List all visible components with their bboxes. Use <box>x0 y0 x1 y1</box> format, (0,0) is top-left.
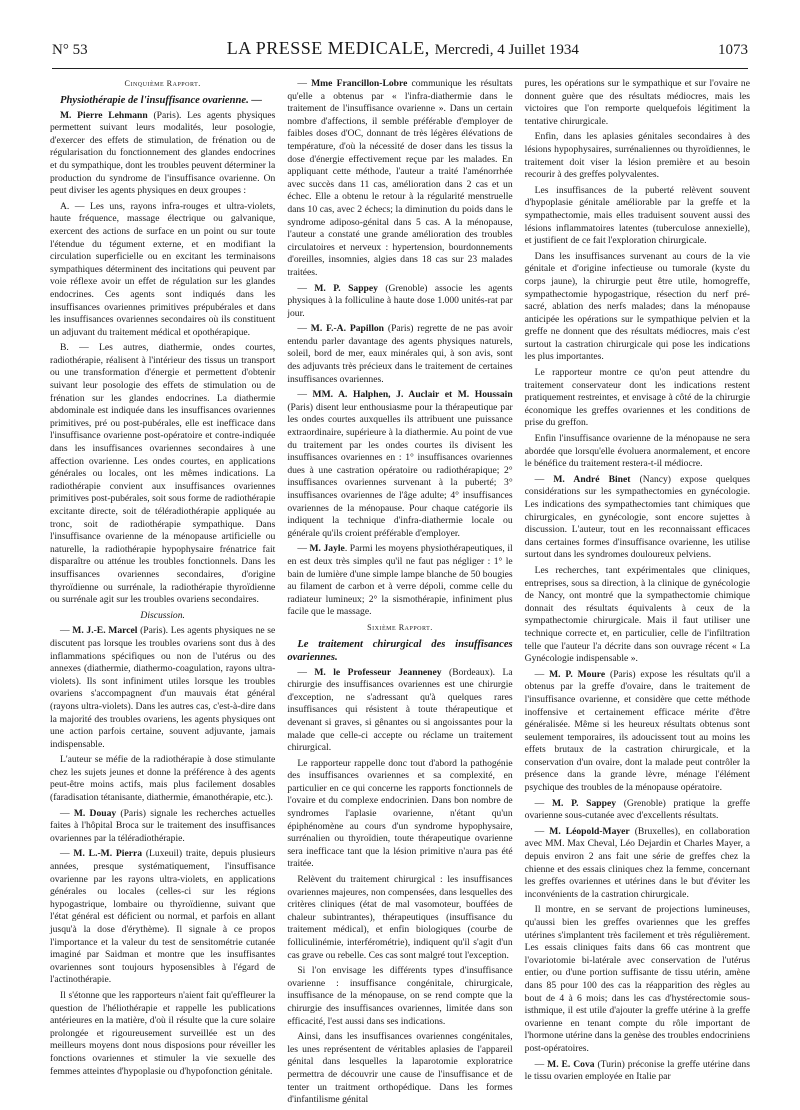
paragraph: — M. F.-A. Papillon (Paris) regrette de ne pas avoir entendu parler davantage des agents physiques naturels, soleil, bord de mer, eaux minérales qui, à son avis, sont des adjuvants très précieux dans le traitement de certaines insuffisances ovariennes. <box>287 323 513 385</box>
paragraph: — M. Jayle. Parmi les moyens physiothérapeutiques, il en est deux très simples qu'il ne faut pas négliger : 1° le bain de lumière d'une simple lampe blanche de 50 bougies au filament de carbon et à verre dépoli, comme celle du radiateur lumineux; 2° la sismothérapie, infiniment plus facile que le massage. <box>287 543 513 618</box>
author-name: M. E. Cova <box>547 1058 595 1070</box>
paragraph-text: (Paris) regrette de ne pas avoir entendu parler davantage des agents physiques naturels, soleil, bord de mer, eaux minérales qui, à son avis, sont des adjuvants très précieux dans le traitement de certaines insuffisances ovariennes. <box>287 323 513 385</box>
paragraph-text: (Paris). Les agents physiques ne se discutent pas lorsque les troubles ovariens sont dus à des inflammations spécifiques ou non de l'utérus ou des annexes (diathermie, diathermo-coagulation, rayons ultra-violets). Ils sont infiniment utiles lorsque les troubles ovariens s'accompagnent d'un mauvais état général (rayons ultra-violets). Dans les autres cas, c'est-à-dire dans la majorité des troubles ovariens, les agents physiques ont une action parfois certaine, souvent adjuvante, jamais indispensable. <box>50 625 276 750</box>
paragraph: — M. P. Sappey (Grenoble) pratique la greffe ovarienne sous-cutanée avec d'excellents résultats. <box>524 797 750 822</box>
author-name: M. Douay <box>73 807 117 819</box>
column-1 <box>50 78 275 1110</box>
paragraph-text: communique les résultats qu'elle a obtenus par « l'infra-diathermie dans le traitement de l'insuffisance ovarienne ». Dans un certain nombre d'affections, il semble préférable d'employer de faibles doses d'OC, donnant de très légères élévations de température, d'où la nécessité de doser dans les tissus la dose d'énergie effectivement reçue par les malades. En appliquant cette méthode, l'auteur a traité l'aménorrhée avec succès dans 11 cas, amélioration dans 2 cas et un échec. Elle a obtenu le retour à la régularité menstruelle dans 10 cas, avec 2 échecs; la diminution du poids dans le syndrome adiposo-génital dans 5 cas. A la ménopause, l'auteur a constaté une grande amélioration des troubles circulatoires et nerveux : hypertension, bourdonnements d'oreilles, insomnies, algies dans 18 cas sur 23 malades traitées. <box>287 78 513 278</box>
paragraph: Le rapporteur montre ce qu'on peut attendre du traitement conservateur dont les indications restent pratiquement restreintes, et envisage à côté de la chirurgie économique les greffes ovariennes et les conditions de prise du greffon. <box>524 367 750 429</box>
paragraph-text: (Grenoble) pratique la greffe ovarienne sous-cutanée avec d'excellents résultats. <box>524 797 750 822</box>
paragraph-text: (Paris) signale les recherches actuelles faites à l'hôpital Broca sur le traitement des insuffisances ovariennes par la téléradiothérapie. <box>50 807 276 844</box>
paragraph: — MM. A. Halphen, J. Auclair et M. Houssain (Paris) disent leur enthousiasme pour la thérapeutique par les ondes courtes auxquelles ils attribuent une puissance extraordinaire, supérieure à la diathermie. Au point de vue du traitement par les ondes courtes ils divisent les insuffisances ovariennes en : 1° insuffisances ovariennes dues à une castration opératoire ou radiothérapique; 2° insuffisances ovariennes survenant à la puberté; 3° insuffisances ovariennes de l'âge adulte; 4° insuffisances ovariennes de la ménopause. Pour chaque catégorie ils indiquent la technique d'infra-diathermie locale ou générale qu'ils croient préférable d'employer. <box>287 389 513 539</box>
journal-title <box>227 38 579 59</box>
section-heading: Cinquième Rapport. <box>124 79 201 88</box>
paragraph: Dans les insuffisances survenant au cours de la vie génitale et d'origine infectieuse ou tumorale (kyste du corps jaune), la chirurgie peut être utile, homogreffe, sympathectomie hypogastrique, résection du nerf pré-sacré, ablation des nerfs malades; dans la ménopause anticipée les opérations sur le sympathique pelvien et la greffe ne donnent que des résultats médiocres, mais c'est surtout la castration chirurgicale qui pose les indications les plus importantes. <box>524 250 750 363</box>
paragraph-text: (Grenoble) associe les agents physiques à la folliculine à haute dose 1.000 unités-rat par jour. <box>287 282 513 319</box>
author-name: Mme Francillon-Lobre <box>311 78 408 89</box>
paragraph: Les insuffisances de la puberté relèvent souvent d'hypoplasie génitale améliorable par la greffe et la sympathectomie, mais elles traduisent souvent aussi des lésions inflammatoires latentes (tuberculose annexielle), et justifient de ce fait l'exploration chirurgicale. <box>524 184 750 247</box>
paragraph: — M. J.-E. Marcel (Paris). Les agents physiques ne se discutent pas lorsque les troubles ovariens sont dus à des inflammations spécifiques ou non de l'utérus ou des annexes (diathermie, diathermo-coagulation, rayons ultra-violets). Ils sont infiniment utiles lorsque les troubles ovariens s'accompagnent d'un mauvais état général (rayons ultra-violets). Dans les autres cas, c'est-à-dire dans la majorité des troubles ovariens, les agents physiques ont une action parfois certaine, souvent adjuvante, jamais indispensable. <box>50 625 276 750</box>
paragraph-text: (Turin) préconise la greffe utérine dans le tissu ovarien employée en Italie par <box>524 1058 750 1083</box>
author-name: M. L.-M. Pierra <box>73 848 143 860</box>
author-name: M. P. Moure <box>549 668 606 680</box>
paragraph: B. — Les autres, diathermie, ondes courtes, radiothérapie, réalisent à l'intérieur des tissus un transport ou une transformation d'énergie et permettent d'obtenir suivant leur posologie des effets de stimulation ou de frénation sur les glandes endocrines. La diathermie abdominale est indiquée dans les insuffisances ovariennes primitives, pré ou post-pubérales, elle est inefficace dans l'insuffisance ovarienne post-opératoire et contre-indiquée dans les insuffisances ovariennes secondaires à une affection ovarienne. Les ondes courtes, en applications générales ou locales, ont les mêmes indications. La radiothérapie convient aux insuffisances ovariennes primitives post-pubérales, soit sous forme de radiothérapie excitante directe, soit de téléradiothérapie appliquée au tronc, soit de radiothérapie sympathique. Dans l'insuffisance ovarienne de la ménopause artificielle ou naturelle, la radiothérapie hypophysaire frénatrice fait disparaître ou atténue les troubles fonctionnels. Dans les insuffisances ovariennes secondaires, d'origine thyroïdienne ou surrénale, la radiothérapie thyroïdienne ou surrénale agit sur les troubles ovariens secondaires. <box>50 342 276 606</box>
paragraph: L'auteur se méfie de la radiothérapie à dose stimulante chez les sujets jeunes et donne la préférence à des agents peut-être moins actifs, mais plus facilement dosables (faradisation tétanisante, diathermie, émanothérapie, etc.). <box>50 754 276 804</box>
paragraph: Ainsi, dans les insuffisances ovariennes congénitales, les unes représentent de véritables aplasies de l'appareil génital dans lesquelles la laparotomie exploratrice permettra de découvrir une cause de l'insuffisance et de tenter un traitment orthopédique. Dans les formes d'infantilisme génital <box>287 1031 513 1106</box>
paragraph-text: (Paris) disent leur enthousiasme pour la thérapeutique par les ondes courtes auxquelles ils attribuent une puissance extraordinaire, supérieure à la diathermie. Au point de vue du traitement par les ondes courtes ils divisent les insuffisances ovariennes en : 1° insuffisances ovariennes dues à une castration opératoire ou radiothérapique; 2° insuffisances ovariennes survenant à la puberté; 3° insuffisances ovariennes de l'âge adulte; 4° insuffisances ovariennes de la ménopause. Pour chaque catégorie ils indiquent la technique d'infra-diathermie locale ou générale qu'ils croient préférable d'employer. <box>287 401 513 539</box>
paragraph: A. — Les uns, rayons infra-rouges et ultra-violets, haute fréquence, massage électrique ou galvanique, exercent des actions de surface en un point ou sur toute l'étendue du tégument externe, et en modifiant la circulation superficielle ou en excitant les terminaisons sympathiques déterminent des incitations qui peuvent par voie réflexe avoir un effet de régulation sur les glandes endocrines. Ces agents sont indiqués dans les insuffisances ovariennes primitives prépubérales et dans les insuffisances ovariennes secondaires où ils constituent un adjuvant du traitement médical et opothérapique. <box>50 200 276 338</box>
paragraph: Il s'étonne que les rapporteurs n'aient fait qu'effleurer la question de l'héliothérapie et rappelle les publications antérieures en la matière, d'où il résulte que la cure solaire prolongée et rigoureusement surveillée est un des meilleurs moyens dont nous disposions pour réveiller les fonctions ovariennes et stimuler la vie sexuelle des femmes atteintes d'hypoplasie ou d'hypofonction génitale. <box>50 989 276 1077</box>
paragraph: — M. Léopold-Mayer (Bruxelles), en collaboration avec MM. Max Cheval, Léo Dejardin et Charles Mayer, a depuis environ 2 ans fait une série de greffes chez la chienne et des essais cliniques chez la femme, concernant les greffes ovariennes et utérines dans le but d'éviter les inconvénients de la castration chirurgicale. <box>524 825 750 900</box>
column-3 <box>525 78 750 1110</box>
paragraph: — M. E. Cova (Turin) préconise la greffe utérine dans le tissu ovarien employée en Italie par <box>524 1058 750 1083</box>
article-columns <box>50 78 750 1106</box>
issue-date: Mercredi, 4 Juillet 1934 <box>434 42 579 58</box>
article-title: Le traitement chirurgical des insuffisances ovariennes. <box>287 638 513 663</box>
page-number: 1073 <box>717 42 748 58</box>
page-header <box>52 38 748 69</box>
author-name: M. Jayle <box>309 543 345 555</box>
paragraph: — M. P. Sappey (Grenoble) associe les agents physiques à la folliculine à haute dose 1.000 unités-rat par jour. <box>287 282 513 319</box>
paragraph: — M. L.-M. Pierra (Luxeuil) traite, depuis plusieurs années, presque systématiquement, l'insuffisance ovarienne par les rayons ultra-violets, en applications générales ou locales (celles-ci sur les régions hypogastrique, lombaire ou thyroïdienne, suivant que l'état général est déficient ou normal, et parfois en allant jusqu'à la dose d'érythème). Il signale à ce propos l'importance et la valeur du test de sensitométrie cutanée imaginé par Saidman et montre que les insuffisantes ovariennes sont toujours hyposensibles à l'égard de l'actinothérapie. <box>50 848 276 986</box>
paragraph: — M. P. Moure (Paris) expose les résultats qu'il a obtenus par la greffe d'ovaire, dans le traitement de l'insuffisance ovarienne, et considère que cette méthode inoffensive et certainement efficace mérite d'être généralisée. Même si les heureux résultats obtenus sont seulement temporaires, ils adoucissent tout au moins les effets brutaux de la castration chirurgicale, et la conservation d'un ovaire, dont la malade peut contrôler la présence dans la grande lèvre, ménage l'élément psychique des troubles de la ménopause opératoire. <box>524 668 750 794</box>
paragraph: — M. le Professeur Jeanneney (Bordeaux). La chirurgie des insuffisances ovariennes est une chirurgie d'exception, ne s'adressant qu'à quelques rares insuffisances qui résistent à toute thérapeutique et devenant si graves, si gênantes ou si angoissantes pour la malade que celle-ci accepte ou réclame un traitement chirurgical. <box>287 666 513 754</box>
paragraph: Les recherches, tant expérimentales que cliniques, entreprises, sous sa direction, à la clinique de gynécologie de Nancy, ont montré que la sympathectomie chimique donnait des résultats équivalents à ceux de la sympathectomie chirurgicale. Mais il faut utiliser une technique correcte et, en particulier, celle de l'infiltration telle que l'auteur l'a décrite dans son ouvrage récent « La Gynécologie indispensable ». <box>524 564 750 665</box>
journal-name: LA PRESSE MEDICALE, <box>226 38 430 58</box>
discussion-heading: Discussion. <box>140 609 185 621</box>
author-name: M. Pierre Lehmann <box>60 109 148 121</box>
paragraph: Relèvent du traitement chirurgical : les insuffisances ovariennes majeures, non compensées, dans lesquelles des critères cliniques (état de mal vasomoteur, bouffées de chaleur subintrantes), thérapeutiques (insuffisance du traitement médical), et enfin biologiques (courbe de folliculinémie, interférométrie), indiquent qu'il s'agit d'un cas grave ou rebelle. Ces cas sont malgré tout l'exception. <box>287 874 513 961</box>
paragraph-text: (Nancy) expose quelques considérations sur les sympathectomies en gynécologie. Les indications des sympathectomies tant chimiques que chirurgicales, en gynécologie, sont encore sujettes à discussion. L'auteur, tout en les reconnaissant efficaces dans certaines formes d'insuffisance ovarienne, les utilise surtout dans les syndromes douloureux pelviens. <box>524 473 750 561</box>
paragraph: Si l'on envisage les différents types d'insuffisance ovarienne : insuffisance congénitale, chirurgicale, insuffisance de la ménopause, on se rend compte que la chirurgie des insuffisances ovariennes, limitée dans son efficacité, l'est aussi dans ses indications. <box>287 965 513 1027</box>
issue-number: N° 53 <box>52 42 88 58</box>
paragraph <box>50 110 275 198</box>
paragraph: Il montre, en se servant de projections lumineuses, qu'aussi bien les greffes ovariennes que les greffes utérines s'implantent très facilement et très régulièrement. Les essais cliniques faits dans 66 cas montrent que l'ovariotomie bi-latérale avec conservation de l'utérus entier, ou d'une portion suffisante de tissu utérin, amène dans 85 pour 100 des cas la réapparition des règles au bout de 4 à 6 mois; dans les cas d'hystérectomie sous-isthmique, il est utile d'ajouter la greffe utérine à la greffe ovarienne en tenant compte du rôle important de l'hormone utérine dans la genèse des troubles endocriniens post-opératoires. <box>524 904 750 1054</box>
paragraph: — M. André Binet (Nancy) expose quelques considérations sur les sympathectomies en gynécologie. Les indications des sympathectomies tant chimiques que chirurgicales, en gynécologie, sont encore sujettes à discussion. L'auteur, tout en les reconnaissant efficaces dans certaines formes d'insuffisance ovarienne, les utilise surtout dans les syndromes douloureux pelviens. <box>524 473 750 561</box>
paragraph-text: (Paris) expose les résultats qu'il a obtenus par la greffe d'ovaire, dans le traitement de l'insuffisance ovarienne, et considère que cette méthode inoffensive et certainement efficace mérite d'être généralisée. Même si les heureux résultats obtenus sont seulement temporaires, ils adoucissent tout au moins les effets brutaux de la castration chirurgicale, et la conservation d'un ovaire, dont la malade peut contrôler la présence dans la grande lèvre, ménage l'élément psychique des troubles de la ménopause opératoire. <box>524 668 750 794</box>
author-name: MM. A. Halphen, J. Auclair et M. Houssain <box>312 389 513 401</box>
paragraph: Le rapporteur rappelle donc tout d'abord la pathogénie des insuffisances ovariennes et sa complexité, en particulier en ce qui concerne les rapports fonctionnels de l'ovaire et du complexe endocrinien. Dans bon nombre de syndromes l'aplasie ovarienne, n'étant qu'un épiphénomène au cours d'un syndrome hypophysaire, surrénalien ou thyroïdien, toute thérapeutique ovarienne sera inefficace tant que la lésion primitive n'aura pas été traitée. <box>287 757 513 870</box>
author-name: M. P. Sappey <box>551 797 617 809</box>
paragraph: Enfin, dans les aplasies génitales secondaires à des lésions hypophysaires, surrénaliennes ou thyroïdiennes, le traitement doit viser la lésion première et au besoin recourir à des greffes polyvalentes. <box>524 131 750 181</box>
paragraph-text: (Paris). Les agents physiques permettent suivant leurs modalités, leur posologie, d'exercer des effets de stimulation, de frénation ou de régularisation du fonctionnement des glandes endocrines et du sympathique, dont les troubles peuvent déterminer la production du syndrome de l'insuffisance ovarienne. On peut diviser les agents physiques en deux groupes : <box>50 109 276 197</box>
paragraph: Enfin l'insuffisance ovarienne de la ménopause ne sera abordée que lorsqu'elle évoluera anormalement, et encore le bénéfice du traitement restera-t-il médiocre. <box>524 433 750 470</box>
section-heading: Sixième Rapport. <box>367 622 433 632</box>
author-name: M. F.-A. Papillon <box>310 323 384 335</box>
paragraph-text: (Bordeaux). La chirurgie des insuffisances ovariennes est une chirurgie d'exception, ne s'adressant qu'à quelques rares insuffisances qui résistent à toute thérapeutique et devenant si graves, si gênantes ou si angoissantes pour la malade que celle-ci accepte ou réclame un traitement chirurgical. <box>287 666 513 754</box>
article-title: Physiothérapie de l'insuffisance ovarienne. — <box>60 94 262 106</box>
paragraph-text: (Luxeuil) traite, depuis plusieurs années, presque systématiquement, l'insuffisance ovarienne par les rayons ultra-violets, en applications générales ou locales (celles-ci sur les régions hypogastrique, lombaire ou thyroïdienne, suivant que l'état général est déficient ou normal, et parfois en allant jusqu'à la dose d'érythème). Il signale à ce propos l'importance et la valeur du test de sensitométrie cutanée imaginé par Saidman et montre que les insuffisantes ovariennes sont toujours hyposensibles à l'égard de l'actinothérapie. <box>50 848 276 986</box>
author-name: M. André Binet <box>553 473 631 485</box>
author-name: M. P. Sappey <box>314 282 378 294</box>
author-name: M. J.-E. Marcel <box>72 625 138 637</box>
paragraph-text: (Bruxelles), en collaboration avec MM. Max Cheval, Léo Dejardin et Charles Mayer, a depuis environ 2 ans fait une série de greffes chez la chienne et des essais cliniques chez la femme, concernant les greffes ovariennes et utérines dans le but d'éviter les inconvénients de la castration chirurgicale. <box>524 825 750 900</box>
paragraph: — M. Douay (Paris) signale les recherches actuelles faites à l'hôpital Broca sur le traitement des insuffisances ovariennes par la téléradiothérapie. <box>50 807 276 844</box>
paragraph-text: . Parmi les moyens physiothérapeutiques, il en est deux très simples qu'il ne faut pas négliger : 1° le bain de lumière d'une simple lampe blanche de 50 bougies au filament de carbon et à verre dépoli, comme celle du radiateur lumineux; 2° la sismothérapie, infiniment plus facile que le massage. <box>287 543 513 618</box>
author-name: M. Léopold-Mayer <box>549 825 630 837</box>
paragraph: pures, les opérations sur le sympathique et sur l'ovaire ne donnent guère que des résultats médiocres, mais les victoires que l'on remporte quelquefois légitiment la tentative chirurgicale. <box>524 78 750 127</box>
author-name: M. le Professeur Jeanneney <box>314 666 442 678</box>
paragraph: — Mme Francillon-Lobre communique les résultats qu'elle a obtenus par « l'infra-diathermie dans le traitement de l'insuffisance ovarienne ». Dans un certain nombre d'affections, il semble préférable d'employer de faibles doses d'OC, donnant de très légères élévations de température, d'où la nécessité de doser dans les tissus la dose d'énergie effectivement reçue par les malades. En appliquant cette méthode, l'auteur a traité l'aménorrhée avec succès dans 11 cas, amélioration dans 2 cas et un échec. Elle a obtenu le retour à la régularité menstruelle dans 10 cas, avec 2 échecs; la diminution du poids dans le syndrome adiposo-génital dans 5 cas. A la ménopause, l'auteur a constaté une grande amélioration des troubles circulatoires et nerveux : hypertension, bourdonnements d'oreilles, insomnies, algies dans 18 cas sur 23 malades traitées. <box>287 78 513 278</box>
column-2 <box>287 78 512 1110</box>
